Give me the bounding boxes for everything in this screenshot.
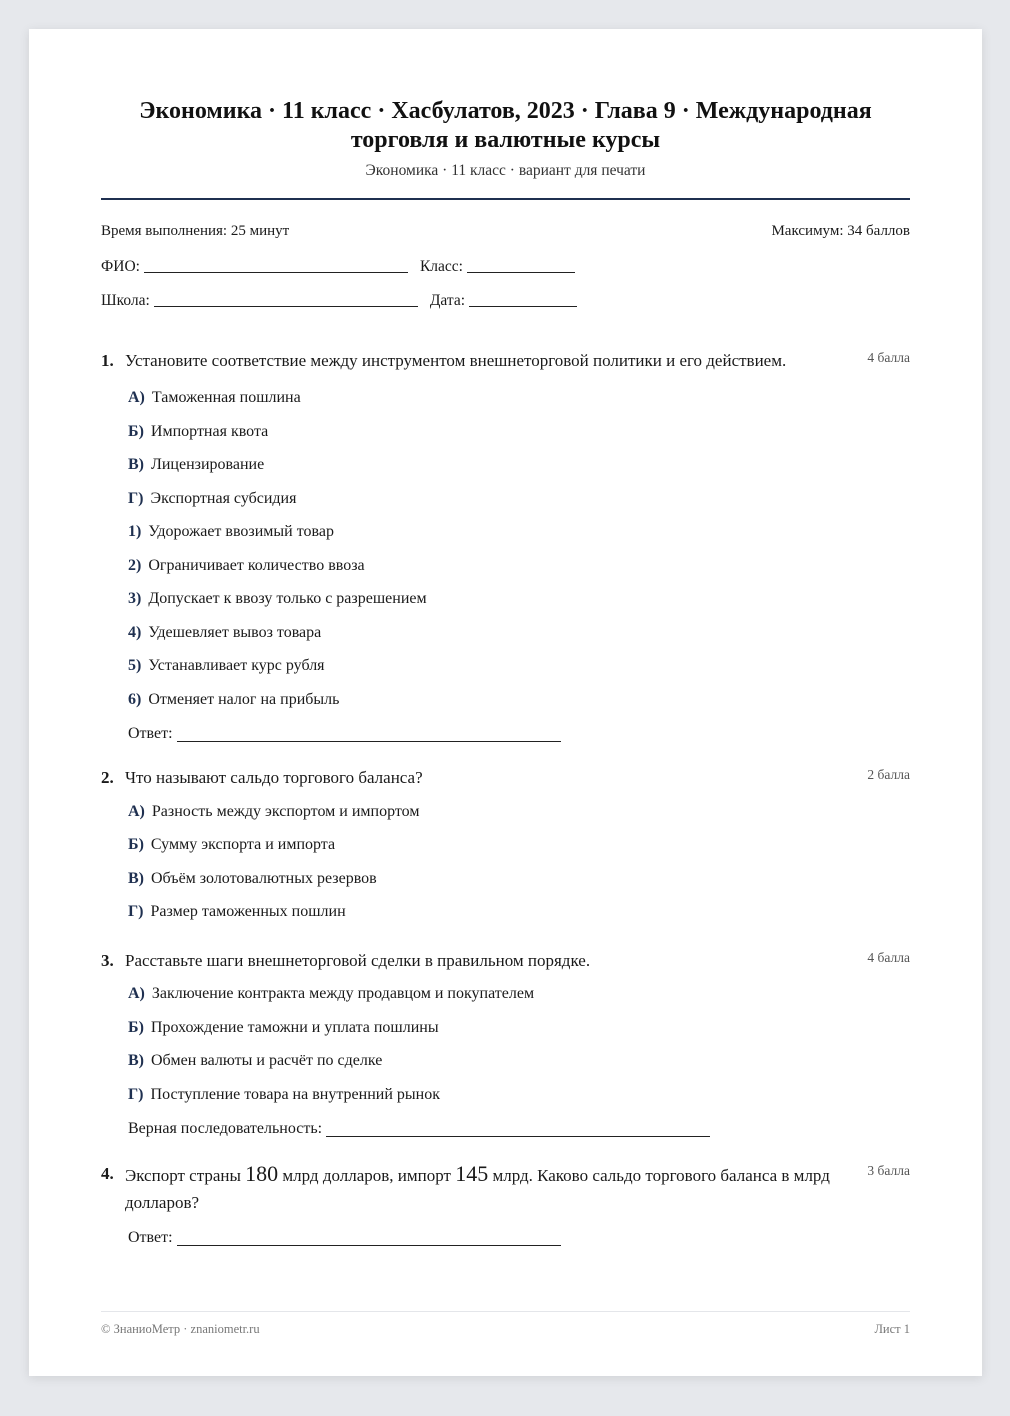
question-2 (101, 764, 910, 924)
q2-option-v (128, 868, 910, 890)
question-3-points: 4 балла (867, 950, 910, 965)
q1-option-6 (128, 689, 910, 711)
q1-option-4 (128, 622, 910, 644)
option-text: Сумму экспорта и импорта (150, 836, 336, 853)
time-limit: Время выполнения: 25 минут (101, 223, 290, 239)
school-field[interactable] (101, 292, 418, 310)
footer-copyright: © ЗнаниоМетр · znaniometr.ru (101, 1322, 260, 1336)
footer-page-number: Лист 1 (874, 1322, 910, 1336)
question-3 (101, 947, 910, 1140)
answer-line[interactable] (177, 1244, 561, 1246)
q4-import-value: 145 (455, 1160, 489, 1186)
sequence-line[interactable] (326, 1135, 710, 1137)
option-label: Б) (128, 836, 144, 853)
q3-option-a (128, 983, 910, 1005)
option-label: 3) (128, 590, 142, 607)
question-1-points: 4 балла (867, 350, 910, 365)
q3-option-g (128, 1084, 910, 1106)
date-label: Дата: (429, 292, 466, 309)
worksheet-content (101, 29, 910, 1249)
question-1 (101, 347, 910, 745)
max-score: Максимум: 34 баллов (771, 223, 910, 239)
option-text: Устанавливает курс рубля (148, 657, 325, 674)
question-3-text: Расставьте шаги внешнеторговой сделки в правильном порядке. (125, 951, 591, 970)
q3-option-b (128, 1017, 910, 1039)
q1-option-b (128, 421, 910, 443)
option-label: Г) (128, 1085, 144, 1103)
option-text: Заключение контракта между продавцом и покупателем (151, 985, 535, 1002)
q1-option-3 (128, 588, 910, 610)
q1-option-a (128, 387, 910, 409)
name-label: ФИО: (101, 258, 140, 275)
q1-option-5 (128, 655, 910, 677)
question-4-points: 3 балла (867, 1162, 910, 1178)
class-label: Класс: (419, 258, 463, 275)
name-field[interactable] (101, 258, 408, 276)
worksheet-page (29, 29, 982, 1376)
question-4-header (101, 1160, 910, 1216)
option-text: Лицензирование (151, 456, 265, 473)
q2-option-a (128, 801, 910, 823)
option-label: 1) (128, 523, 142, 540)
q4-export-value: 180 (245, 1160, 279, 1186)
option-text: Таможенная пошлина (151, 389, 301, 406)
q1-answer-field[interactable] (128, 723, 910, 745)
date-line[interactable] (469, 305, 577, 307)
question-4-number: 4. (101, 1163, 114, 1183)
footer-divider (101, 1311, 910, 1312)
option-label: Г) (128, 489, 144, 507)
q1-option-g (128, 488, 910, 510)
q1-option-2 (128, 555, 910, 577)
option-label: Г) (128, 903, 144, 920)
question-4 (101, 1160, 910, 1249)
page-subtitle: Экономика · 11 класс · вариант для печати (365, 162, 646, 179)
option-text: Разность между экспортом и импортом (151, 802, 420, 820)
question-2-points: 2 балла (867, 766, 910, 782)
class-line[interactable] (467, 271, 575, 273)
school-label: Школа: (101, 292, 150, 309)
q4-answer-field[interactable] (128, 1227, 910, 1249)
question-1-number: 1. (101, 351, 114, 370)
answer-label: Ответ: (128, 1228, 173, 1246)
question-1-text: Установите соответствие между инструментом внешнеторговой политики и его действием. (125, 351, 787, 370)
footer (101, 1322, 910, 1337)
option-label: В) (128, 456, 144, 473)
q4-text-c: млрд. Каково сальдо торгового баланса в млрд долларов? (125, 1165, 830, 1212)
option-text: Импортная квота (150, 422, 269, 440)
q1-option-1 (128, 521, 910, 543)
student-fields-row-2 (101, 290, 910, 310)
q2-option-g (128, 901, 910, 923)
option-text: Отменяет налог на прибыль (148, 690, 340, 708)
option-text: Прохождение таможни и уплата пошлины (150, 1018, 439, 1036)
option-label: 5) (128, 657, 142, 674)
name-line[interactable] (144, 271, 408, 273)
answer-label: Ответ: (128, 724, 173, 742)
sequence-label: Верная последовательность: (128, 1119, 323, 1137)
q4-text-b: млрд долларов, импорт (278, 1165, 456, 1185)
option-label: 6) (128, 690, 142, 708)
option-label: 4) (128, 623, 142, 641)
question-1-header (101, 347, 910, 374)
option-label: Б) (128, 422, 144, 440)
option-text: Ограничивает количество ввоза (148, 556, 365, 574)
question-3-number: 3. (101, 951, 114, 970)
page-title: Экономика · 11 класс · Хасбулатов, 2023 · Глава 9 · Международная торговля и валютные курсы (139, 98, 872, 153)
question-3-header (101, 947, 910, 974)
date-field[interactable] (430, 292, 577, 310)
option-label: А) (128, 985, 145, 1002)
option-label: В) (128, 869, 144, 887)
option-label: 2) (128, 556, 142, 574)
meta-row (101, 223, 910, 243)
option-text: Допускает к ввозу только с разрешением (148, 590, 427, 607)
question-2-header (101, 764, 910, 791)
answer-line[interactable] (177, 740, 561, 742)
option-text: Размер таможенных пошлин (150, 903, 346, 920)
option-text: Экспортная субсидия (150, 489, 297, 507)
question-4-text (125, 1160, 840, 1216)
option-text: Поступление товара на внутренний рынок (150, 1085, 440, 1103)
q2-option-b (128, 834, 910, 856)
q3-sequence-field[interactable] (128, 1118, 910, 1140)
q3-option-v (128, 1050, 910, 1072)
option-text: Объём золотовалютных резервов (151, 869, 377, 887)
class-field[interactable] (420, 258, 575, 276)
option-label: Б) (128, 1018, 144, 1036)
question-2-number: 2. (101, 767, 114, 787)
q1-option-v (128, 454, 910, 476)
option-text: Обмен валюты и расчёт по сделке (151, 1052, 383, 1069)
option-text: Удорожает ввозимый товар (148, 523, 334, 540)
q4-text-a: Экспорт страны (125, 1165, 246, 1185)
student-fields-row-1 (101, 256, 910, 276)
option-text: Удешевляет вывоз товара (148, 623, 322, 641)
option-label: В) (128, 1052, 144, 1069)
question-2-text: Что называют сальдо торгового баланса? (125, 767, 423, 787)
option-label: А) (128, 389, 145, 406)
option-label: А) (128, 802, 145, 820)
header-divider (101, 198, 910, 200)
school-line[interactable] (154, 305, 418, 307)
